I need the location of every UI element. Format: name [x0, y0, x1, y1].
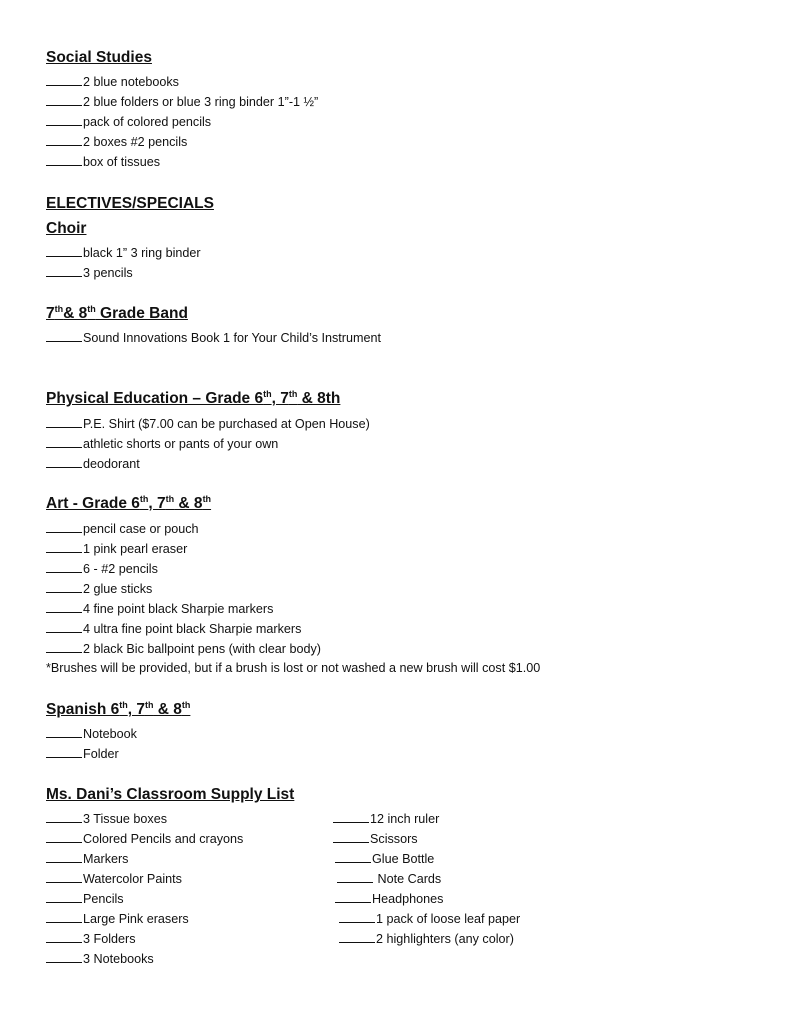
- checkbox-line: [46, 93, 82, 106]
- list-item: box of tissues: [46, 153, 160, 170]
- checkbox-line: [46, 415, 82, 428]
- spanish-heading: Spanish 6th, 7th & 8th: [46, 699, 191, 718]
- checkbox-line: [46, 600, 82, 613]
- list-item: 4 fine point black Sharpie markers: [46, 600, 273, 617]
- list-item: Markers: [46, 850, 128, 867]
- list-item: deodorant: [46, 455, 140, 472]
- list-item: P.E. Shirt ($7.00 can be purchased at Open House): [46, 415, 370, 432]
- checkbox-line: [46, 580, 82, 593]
- list-item: Notebook: [46, 725, 137, 742]
- list-item: Glue Bottle: [335, 850, 434, 867]
- brush-note: *Brushes will be provided, but if a brush is lost or not washed a new brush will cost $1.00: [46, 661, 541, 675]
- checkbox-line: [46, 560, 82, 573]
- electives-heading: ELECTIVES/SPECIALS: [46, 195, 214, 212]
- list-item: Watercolor Paints: [46, 870, 182, 887]
- list-item: 2 highlighters (any color): [339, 930, 514, 947]
- list-item: 12 inch ruler: [333, 810, 439, 827]
- checkbox-line: [335, 850, 371, 863]
- checkbox-line: [333, 810, 369, 823]
- list-item: pack of colored pencils: [46, 113, 211, 130]
- checkbox-line: [46, 244, 82, 257]
- checkbox-line: [46, 810, 82, 823]
- list-item: 2 glue sticks: [46, 580, 152, 597]
- checkbox-line: [46, 329, 82, 342]
- list-item: 3 Notebooks: [46, 950, 154, 967]
- list-item: 3 pencils: [46, 264, 133, 281]
- checkbox-line: [46, 870, 82, 883]
- checkbox-line: [46, 455, 82, 468]
- list-item: 1 pink pearl eraser: [46, 540, 187, 557]
- art-heading: Art - Grade 6th, 7th & 8th: [46, 493, 212, 512]
- checkbox-line: [46, 435, 82, 448]
- checkbox-line: [46, 620, 82, 633]
- list-item: Note Cards: [337, 870, 441, 887]
- checkbox-line: [333, 830, 369, 843]
- list-item: 2 black Bic ballpoint pens (with clear body): [46, 640, 321, 657]
- checkbox-line: [46, 850, 82, 863]
- list-item: Colored Pencils and crayons: [46, 830, 243, 847]
- list-item: Large Pink erasers: [46, 910, 189, 927]
- list-item: 2 blue folders or blue 3 ring binder 1”-1 ½”: [46, 93, 318, 110]
- list-item: 3 Tissue boxes: [46, 810, 167, 827]
- list-item: Sound Innovations Book 1 for Your Child’s Instrument: [46, 329, 381, 346]
- list-item: Scissors: [333, 830, 418, 847]
- list-item: Pencils: [46, 890, 124, 907]
- checkbox-line: [46, 640, 82, 653]
- band-heading: 7th& 8th Grade Band: [46, 303, 188, 322]
- checkbox-line: [46, 950, 82, 963]
- checkbox-line: [46, 153, 82, 166]
- checkbox-line: [46, 745, 82, 758]
- choir-heading: Choir: [46, 220, 87, 237]
- list-item: Folder: [46, 745, 119, 762]
- checkbox-line: [46, 540, 82, 553]
- list-item: 2 boxes #2 pencils: [46, 133, 187, 150]
- social-studies-heading: Social Studies: [46, 49, 152, 66]
- list-item: athletic shorts or pants of your own: [46, 435, 278, 452]
- pe-heading: Physical Education – Grade 6th, 7th & 8th: [46, 388, 341, 407]
- checkbox-line: [335, 890, 371, 903]
- checkbox-line: [46, 113, 82, 126]
- checkbox-line: [46, 133, 82, 146]
- checkbox-line: [46, 520, 82, 533]
- checkbox-line: [339, 910, 375, 923]
- checkbox-line: [46, 725, 82, 738]
- checkbox-line: [46, 930, 82, 943]
- checkbox-line: [46, 264, 82, 277]
- list-item: Headphones: [335, 890, 443, 907]
- list-item: 2 blue notebooks: [46, 73, 179, 90]
- list-item: 1 pack of loose leaf paper: [339, 910, 520, 927]
- list-item: 6 - #2 pencils: [46, 560, 158, 577]
- list-item: 4 ultra fine point black Sharpie markers: [46, 620, 301, 637]
- list-item: pencil case or pouch: [46, 520, 199, 537]
- list-item: black 1” 3 ring binder: [46, 244, 201, 261]
- checkbox-line: [46, 73, 82, 86]
- checkbox-line: [46, 830, 82, 843]
- checkbox-line: [46, 890, 82, 903]
- dani-heading: Ms. Dani’s Classroom Supply List: [46, 786, 295, 803]
- checkbox-line: [46, 910, 82, 923]
- checkbox-line: [337, 870, 373, 883]
- list-item: 3 Folders: [46, 930, 136, 947]
- checkbox-line: [339, 930, 375, 943]
